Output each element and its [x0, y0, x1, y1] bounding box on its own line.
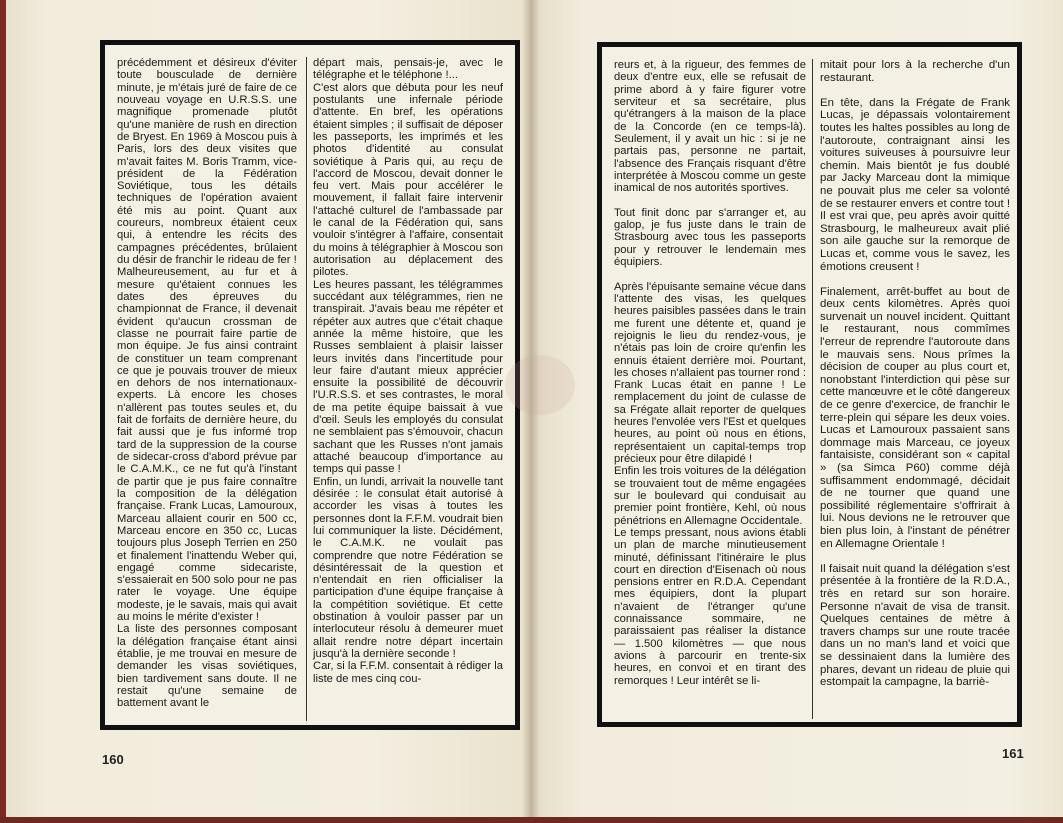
left-column-1: précédemment et désireux d'éviter toute bousculade de dernière minute, je m'étais juré de faire de ce nouveau voyage en U.R.S.S. une magnifique promenade plutôt qu'une manière de rush en direction de Bryest. En 1969 à Moscou puis à Paris, lors des deux visites que m'avait faites M. Boris Tramm, vice-président de la Fédération Soviétique, tous les détails techniques de l'opération avaient été mis au point. Quant aux coureurs, nombreux étaient ceux qui, à entendre les récits des campagnes précédentes, brûlaient du désir de franchir le rideau de fer ! Malheureusement, au fur et à mesure qu'étaient connues les dates des épreuves du championnat de France, il devenait évident qu'aucun crossman de classe ne pourrait faire partie de mon équipe. Je fus ainsi contraint de constituer un team comprenant ce que je pouvais trouver de mieux en dehors de nos internationaux-experts. Là encore les choses n'allèrent pas toutes seules et, du fait de forfaits de dernière heure, du fait aussi que je fus informé trop tard de la suppression de la course de sidecar-cross d'abord prévue par le C.A.M.K., ce ne fut qu'à l'instant de partir que je pus faire connaître la composition de la délégation française. Frank Lucas, Lamouroux, Marceau allaient courir en 500 cc, Marceau encore en 350 cc, Lucas toujours plus Joseph Terrien en 250 et finalement l'inattendu Weber qui, engagé comme sidecariste, s'essaierait en 500 solo pour ne pas rater le voyage. Une équipe modeste, je le savais, mais qui avait au moins le mérite d'exister ! La liste des personnes composant la délégation française étant ainsi établie, je me trouvai en mesure de demander les visas soviétiques, bien tardivement sans doute. Il ne restait qu'une semaine de battement avant le	[117, 57, 297, 710]
column-divider	[812, 59, 813, 719]
left-column-2: départ mais, pensais-je, avec le télégraphe et le téléphone !... C'est alors que débuta pour les neuf postulants une infernale période d'attente. En bref, les opérations étaient simples ; il suffisait de déposer les passeports, les imprimés et les photos d'identité au consulat soviétique à Paris qui, au reçu de l'accord de Moscou, devait donner le feu vert. Mais pour accélérer le mouvement, il fallait faire intervenir l'attaché culturel de l'ambassade par le canal de la Fédération qui, sans vouloir s'intégrer à l'affaire, consentait du moins à télégraphier à Moscou son autorisation au déplacement des pilotes. Les heures passant, les télégrammes succédant aux télégrammes, rien ne transpirait. J'avais beau me répéter et répéter aux autres que c'était chaque année la même histoire, que les Russes semblaient à plaisir laisser leurs invités dans l'incertitude pour leur faire d'autant mieux apprécier ensuite la possibilité de découvrir l'U.R.S.S. et ses contrastes, le moral de ma petite équipe baissait à vue d'œil. Seuls les employés du consulat ne semblaient pas s'émouvoir, chacun sachant que les Russes n'ont jamais attaché beaucoup d'importance au temps qui passe ! Enfin, un lundi, arrivait la nouvelle tant désirée : le consulat était autorisé à accorder les visas à toutes les personnes dont la F.F.M. voudrait bien lui communiquer la liste. Décidément, le C.A.M.K. ne voulait pas comprendre que notre Fédération se désintéressait de la question et n'entendait en rien officialiser la participation d'une équipe française à la compétition soviétique. Et cette obstination à vouloir passer par un interlocuteur résolu à demeurer muet allait rendre notre départ incertain jusqu'à la dernière seconde ! Car, si la F.F.M. consentait à rédiger la liste de mes cinq cou-	[313, 57, 503, 685]
left-text-frame	[100, 40, 520, 730]
left-page-number: 160	[102, 752, 124, 767]
right-column-1: reurs et, à la rigueur, des femmes de deux d'entre eux, elle se refusait de prime abord à y faire figurer votre serviteur et sa secrétaire, plus qu'étrangers à la maison de la place de la Concorde (en ce temps-là). Seulement, il y avait un hic : si je ne partais pas, personne ne partait, l'absence des Français risquant d'être interprétée à Moscou comme un geste inamical de nos autorités sportives. Tout finit donc par s'arranger et, au galop, je fus juste dans le train de Strasbourg avec tous les passeports pour y retrouver le lendemain mes équipiers. Après l'épuisante semaine vécue dans l'attente des visas, les quelques heures paisibles passées dans le train me furent une détente et, quand je rejoignis le lieu du rendez-vous, je n'étais pas loin de croire qu'enfin les ennuis étaient derrière moi. Pourtant, les choses n'allaient pas tourner rond : Frank Lucas était en panne ! Le remplacement du joint de culasse de sa Frégate allait reporter de quelques heures l'envolée vers l'Est et quelques heures, au point où nous en étions, représentaient un capital-temps trop précieux pour être dilapidé ! Enfin les trois voitures de la délégation se trouvaient tout de même engagées sur le boulevard qui conduisait au premier point frontière, Kehl, où nous pénétrions en Allemagne Occidentale. Le temps pressant, nous avions établi un plan de marche minutieusement minuté, définissant l'itinéraire le plus court en direction d'Eisenach où nous pensions entrer en R.D.A. Cependant mes équipiers, dont la plupart n'avaient de l'étranger qu'une connaissance sommaire, ne paraissaient pas réaliser la distance — 1.500 kilomètres — que nous avions à parcourir en trente-six heures, en convoi et en tirant des remorques ! Leur intérêt se li-	[614, 59, 806, 687]
watermark-stain	[505, 355, 575, 415]
right-text-frame	[597, 42, 1022, 727]
right-page	[530, 0, 1063, 823]
left-page	[6, 0, 530, 823]
right-page-number: 161	[1002, 746, 1024, 761]
right-column-2: mitait pour lors à la recherche d'un restaurant. En tête, dans la Frégate de Frank Lucas, je dépassais volontairement toutes les haltes possibles au long de l'autoroute, contraignant ainsi les voitures suiveuses à poursuivre leur chemin. Mais bientôt je fus doublé par Jacky Marceau dont la mimique ne pouvait plus me celer sa volonté de se restaurer envers et contre tout ! Il est vrai que, peu après avoir quitté Strasbourg, le malheureux avait plié son aile gauche sur la remorque de Lucas et, comme vous le savez, les émotions creusent ! Finalement, arrêt-buffet au bout de deux cents kilomètres. Après quoi survenait un nouvel incident. Quittant le restaurant, nous commîmes l'erreur de reprendre l'autoroute dans le mauvais sens. Nous prîmes la décision de couper au plus court et, nonobstant l'interdiction qui pèse sur cette manœuvre et le côté dangereux de ce genre d'exercice, de franchir le terre-plein qui sépare les deux voies. Lucas et Lamouroux passaient sans dommage mais Marceau, ce joyeux fantaisiste, considérant son « capital » (sa Simca P60) comme déjà suffisamment endommagé, décidait de ne tourner que quand une possibilité réglementaire s'offrirait à lui. Nous devions ne le retrouver que bien plus loin, à l'instant de pénétrer en Allemagne Orientale ! Il faisait nuit quand la délégation s'est présentée à la frontière de la R.D.A., très en retard sur son horaire. Personne n'avait de visa de transit. Quelques centaines de mètre à travers champs sur une route tracée dans un no man's land et voici que se dessinaient dans la lumière des phares, devant un rideau de pluie qui estompait la campagne, la barriè-	[820, 59, 1010, 689]
column-divider	[306, 57, 307, 721]
book-bottom-edge	[0, 817, 1063, 823]
